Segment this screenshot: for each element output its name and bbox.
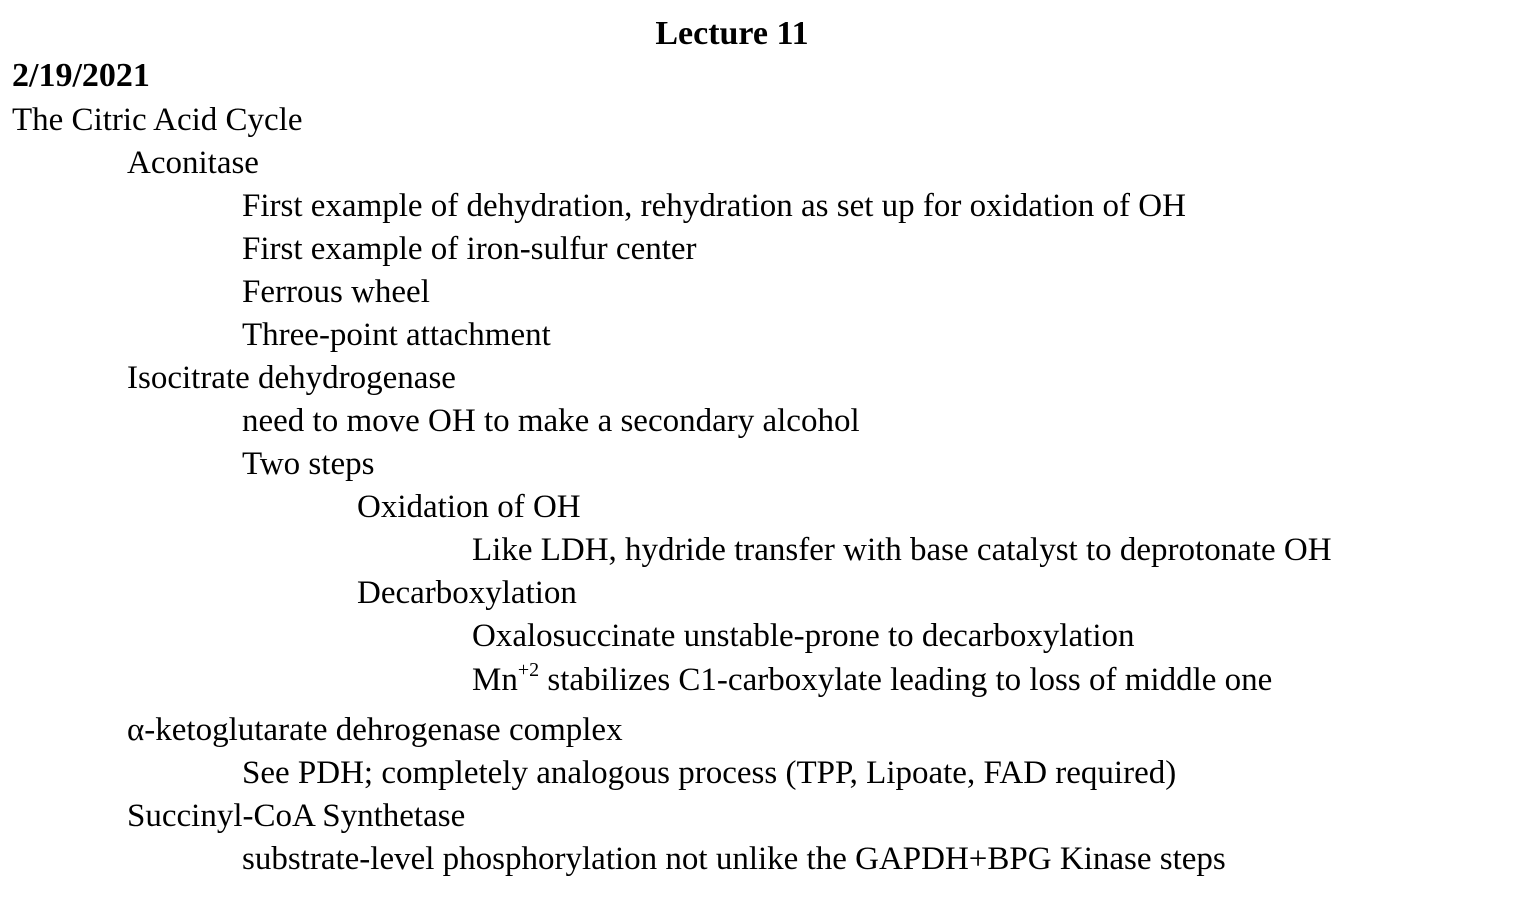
page-title: Lecture 11	[655, 15, 809, 52]
section-aconitase: Aconitase	[127, 145, 259, 181]
mn-detail-text: stabilizes C1-carboxylate leading to loss of middle one	[539, 662, 1273, 698]
section-isocitrate-dehydrogenase: Isocitrate dehydrogenase	[127, 360, 456, 396]
isocitrate-step-2: Decarboxylation	[357, 575, 577, 611]
aconitase-point-3: Ferrous wheel	[242, 274, 430, 310]
aconitase-point-4: Three-point attachment	[242, 317, 551, 353]
section-alpha-ketoglutarate: α-ketoglutarate dehrogenase complex	[127, 712, 623, 748]
succinyl-point-1: substrate-level phosphorylation not unlike the GAPDH+BPG Kinase steps	[242, 841, 1226, 877]
isocitrate-step-2-detail-2	[472, 660, 1272, 700]
isocitrate-point-1: need to move OH to make a secondary alcohol	[242, 403, 860, 439]
isocitrate-point-2: Two steps	[242, 446, 375, 482]
section-succinyl-coa-synthetase: Succinyl-CoA Synthetase	[127, 798, 466, 834]
topic-heading: The Citric Acid Cycle	[12, 102, 303, 138]
isocitrate-step-2-detail-1: Oxalosuccinate unstable-prone to decarboxylation	[472, 618, 1135, 654]
isocitrate-step-1: Oxidation of OH	[357, 489, 581, 525]
isocitrate-step-1-detail: Like LDH, hydride transfer with base catalyst to deprotonate OH	[472, 532, 1332, 568]
aconitase-point-1: First example of dehydration, rehydration as set up for oxidation of OH	[242, 188, 1186, 224]
aconitase-point-2: First example of iron-sulfur center	[242, 231, 697, 267]
akg-point-1: See PDH; completely analogous process (TPP, Lipoate, FAD required)	[242, 755, 1177, 791]
mn-symbol: Mn	[472, 662, 518, 698]
mn-charge-superscript: +2	[517, 659, 540, 681]
lecture-date: 2/19/2021	[12, 57, 150, 94]
